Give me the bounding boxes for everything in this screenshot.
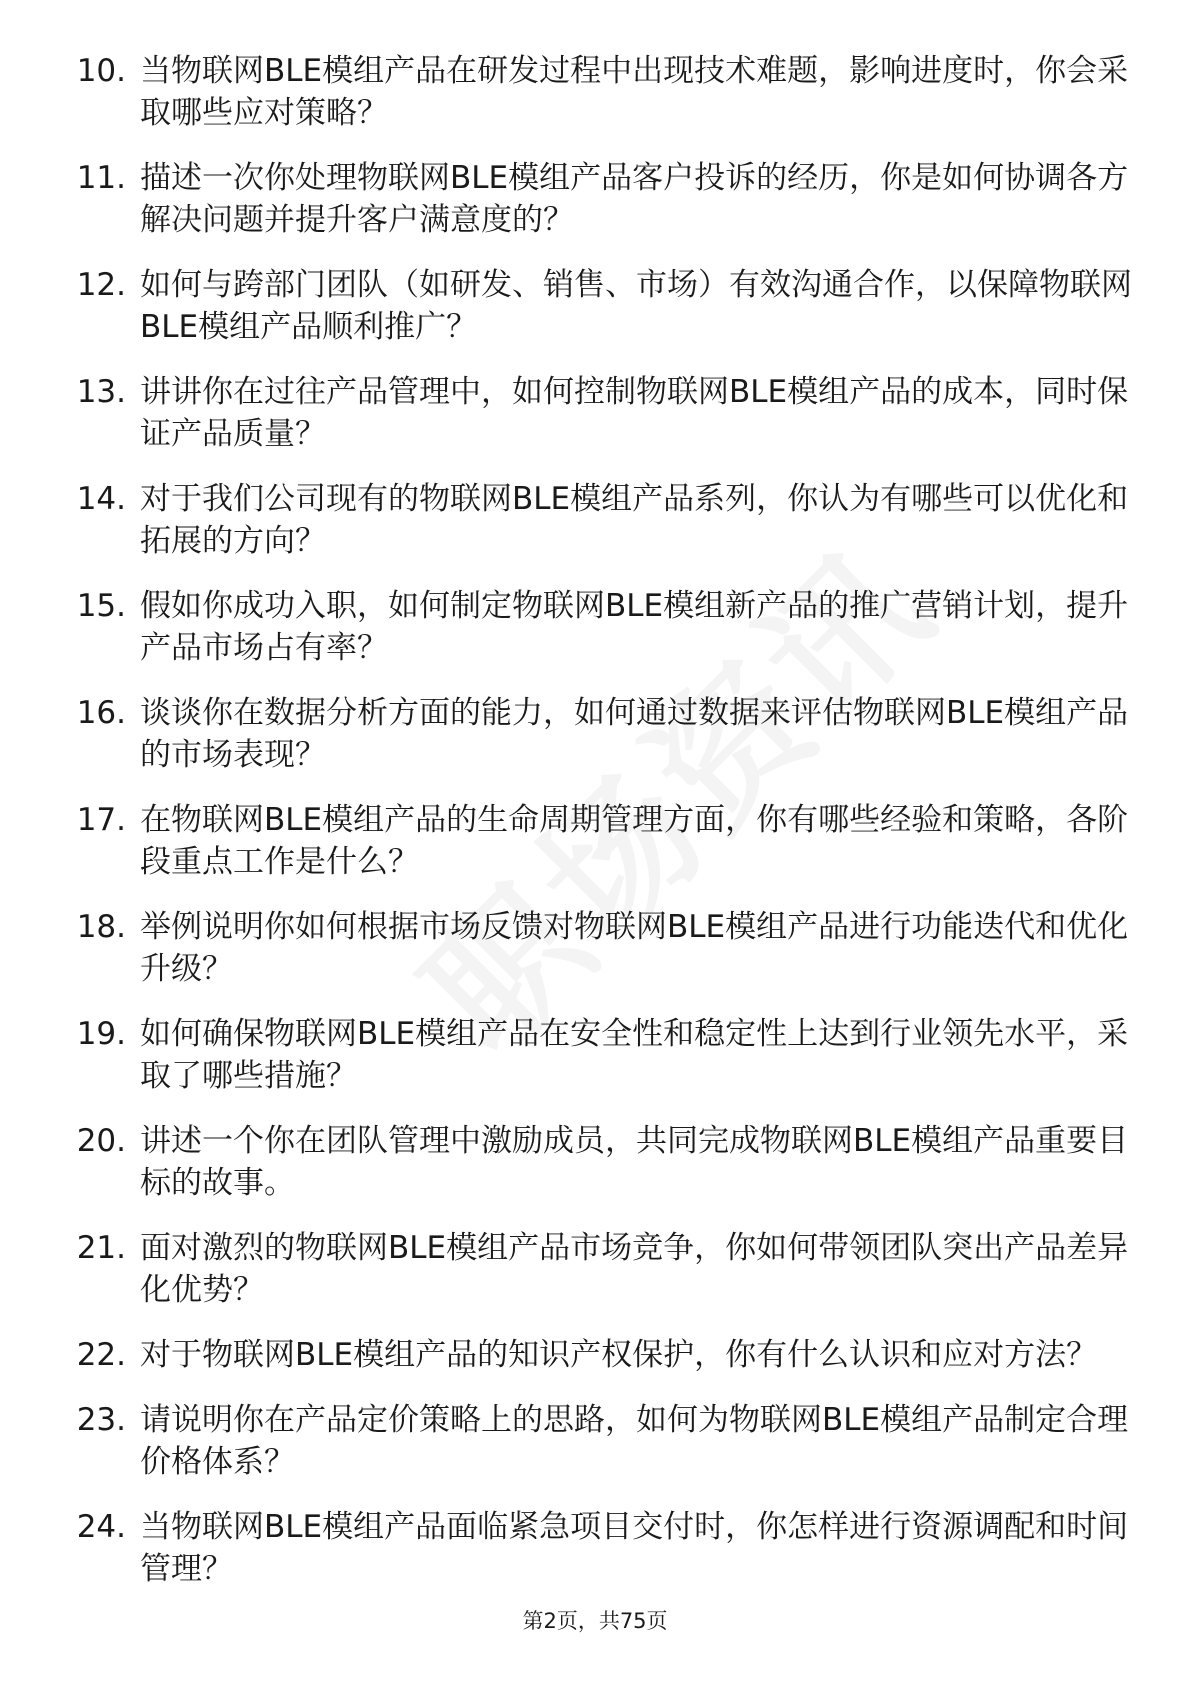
question-number: 10. bbox=[76, 53, 126, 89]
question-item bbox=[58, 692, 1138, 776]
question-text: 当物联网BLE模组产品在研发过程中出现技术难题，影响进度时，你会采取哪些应对策略？ bbox=[140, 53, 1129, 131]
question-item bbox=[58, 1506, 1138, 1590]
question-text: 如何确保物联网BLE模组产品在安全性和稳定性上达到行业领先水平，采取了哪些措施？ bbox=[140, 1016, 1129, 1094]
question-item bbox=[58, 799, 1138, 883]
question-number: 22. bbox=[76, 1337, 126, 1373]
question-item bbox=[58, 371, 1138, 455]
page-number-label: 第2页，共75页 bbox=[522, 1609, 668, 1633]
page-footer bbox=[0, 1606, 1190, 1636]
question-text: 请说明你在产品定价策略上的思路，如何为物联网BLE模组产品制定合理价格体系？ bbox=[140, 1402, 1129, 1480]
question-item bbox=[58, 1013, 1138, 1097]
question-number: 23. bbox=[76, 1402, 126, 1438]
question-number: 18. bbox=[76, 909, 126, 945]
question-number: 16. bbox=[76, 695, 126, 731]
question-number: 13. bbox=[76, 374, 126, 410]
question-text: 对于我们公司现有的物联网BLE模组产品系列，你认为有哪些可以优化和拓展的方向？ bbox=[140, 481, 1129, 559]
question-number: 12. bbox=[76, 267, 126, 303]
question-list bbox=[58, 50, 1138, 1613]
question-item bbox=[58, 264, 1138, 348]
question-text: 面对激烈的物联网BLE模组产品市场竞争，你如何带领团队突出产品差异化优势？ bbox=[140, 1230, 1129, 1308]
question-number: 17. bbox=[76, 802, 126, 838]
question-item bbox=[58, 478, 1138, 562]
question-text: 讲述一个你在团队管理中激励成员，共同完成物联网BLE模组产品重要目标的故事。 bbox=[140, 1123, 1129, 1201]
question-item bbox=[58, 1399, 1138, 1483]
question-number: 11. bbox=[76, 160, 126, 196]
question-text: 举例说明你如何根据市场反馈对物联网BLE模组产品进行功能迭代和优化升级？ bbox=[140, 909, 1129, 987]
question-number: 21. bbox=[76, 1230, 126, 1266]
question-text: 对于物联网BLE模组产品的知识产权保护，你有什么认识和应对方法？ bbox=[140, 1337, 1098, 1373]
question-item bbox=[58, 1334, 1138, 1376]
question-item bbox=[58, 157, 1138, 241]
question-item bbox=[58, 50, 1138, 134]
question-number: 15. bbox=[76, 588, 126, 624]
question-text: 谈谈你在数据分析方面的能力，如何通过数据来评估物联网BLE模组产品的市场表现？ bbox=[140, 695, 1129, 773]
question-item bbox=[58, 906, 1138, 990]
question-item bbox=[58, 585, 1138, 669]
question-text: 在物联网BLE模组产品的生命周期管理方面，你有哪些经验和策略，各阶段重点工作是什么？ bbox=[140, 802, 1129, 880]
question-text: 讲讲你在过往产品管理中，如何控制物联网BLE模组产品的成本，同时保证产品质量？ bbox=[140, 374, 1129, 452]
question-text: 如何与跨部门团队（如研发、销售、市场）有效沟通合作，以保障物联网BLE模组产品顺利推广？ bbox=[140, 267, 1132, 345]
question-number: 14. bbox=[76, 481, 126, 517]
question-number: 20. bbox=[76, 1123, 126, 1159]
question-item bbox=[58, 1227, 1138, 1311]
question-text: 假如你成功入职，如何制定物联网BLE模组新产品的推广营销计划，提升产品市场占有率？ bbox=[140, 588, 1129, 666]
question-item bbox=[58, 1120, 1138, 1204]
question-text: 描述一次你处理物联网BLE模组产品客户投诉的经历，你是如何协调各方解决问题并提升客户满意度的？ bbox=[140, 160, 1129, 238]
question-text: 当物联网BLE模组产品面临紧急项目交付时，你怎样进行资源调配和时间管理？ bbox=[140, 1509, 1129, 1587]
question-number: 19. bbox=[76, 1016, 126, 1052]
question-number: 24. bbox=[76, 1509, 126, 1545]
